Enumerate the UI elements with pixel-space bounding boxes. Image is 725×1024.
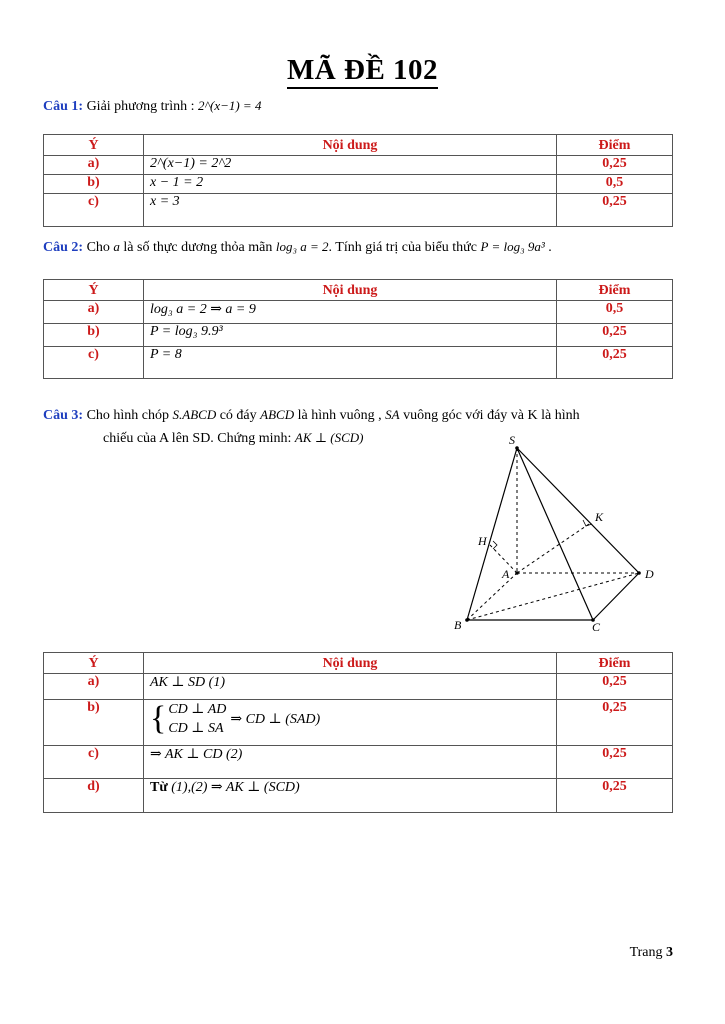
base-name: ABCD bbox=[260, 407, 295, 422]
question-1 bbox=[43, 95, 673, 118]
brace-icon: { bbox=[150, 700, 167, 737]
table-row bbox=[44, 175, 673, 194]
system-line: CD ⊥ SA bbox=[168, 721, 224, 736]
implication: ⇒ CD ⊥ (SAD) bbox=[230, 711, 321, 727]
row-score: 0,25 bbox=[557, 674, 673, 700]
page-footer bbox=[630, 945, 673, 961]
table-row bbox=[44, 746, 673, 779]
row-content: ⇒ AK ⊥ CD (2) bbox=[144, 746, 557, 779]
variable: a bbox=[113, 239, 120, 254]
label-h: H bbox=[478, 534, 487, 548]
row-label: c) bbox=[44, 347, 144, 379]
table-row bbox=[44, 194, 673, 227]
system-line: CD ⊥ AD bbox=[168, 702, 227, 717]
label-d: D bbox=[645, 567, 654, 581]
row-content: x − 1 = 2 bbox=[144, 175, 557, 194]
row-label: a) bbox=[44, 156, 144, 175]
col-header: Điểm bbox=[557, 280, 673, 301]
equation: 2^(x−1) = 4 bbox=[198, 98, 262, 113]
row-label: b) bbox=[44, 700, 144, 746]
question-label: Câu 1: bbox=[43, 99, 84, 114]
col-header: Ý bbox=[44, 135, 144, 156]
question-text: là hình vuông , bbox=[294, 408, 386, 423]
question-2 bbox=[43, 236, 673, 259]
segment-ak bbox=[517, 524, 589, 573]
label-c: C bbox=[592, 620, 601, 634]
row-label: a) bbox=[44, 301, 144, 324]
table-header-row bbox=[44, 280, 673, 301]
table-row bbox=[44, 156, 673, 175]
point-b bbox=[465, 618, 469, 622]
col-header: Nội dung bbox=[144, 135, 557, 156]
label-k: K bbox=[595, 510, 604, 524]
row-score: 0,25 bbox=[557, 156, 673, 175]
claim: AK ⊥ (SCD) bbox=[294, 430, 364, 445]
row-content bbox=[144, 700, 557, 746]
question-text: vuông góc với đáy và K là hình bbox=[399, 408, 580, 423]
row-label: d) bbox=[44, 779, 144, 813]
col-header: Nội dung bbox=[144, 653, 557, 674]
row-content: x = 3 bbox=[144, 194, 557, 227]
page-number: 3 bbox=[666, 945, 673, 960]
row-score: 0,5 bbox=[557, 175, 673, 194]
question-3 bbox=[43, 404, 673, 427]
expression: P = log₃ 9a³ bbox=[480, 239, 545, 254]
row-score: 0,25 bbox=[557, 779, 673, 813]
page-title: MÃ ĐỀ 102 bbox=[0, 54, 725, 87]
row-content: AK ⊥ SD (1) bbox=[144, 674, 557, 700]
footer-text: Trang bbox=[629, 945, 666, 960]
row-label: a) bbox=[44, 674, 144, 700]
row-formula: (1),(2) ⇒ AK ⊥ (SCD) bbox=[171, 780, 300, 795]
row-label: c) bbox=[44, 194, 144, 227]
col-header: Điểm bbox=[557, 653, 673, 674]
question-text: . bbox=[544, 240, 552, 255]
row-score: 0,25 bbox=[557, 194, 673, 227]
row-prefix: Từ bbox=[150, 780, 172, 795]
point-d bbox=[637, 571, 641, 575]
row-content: 2^(x−1) = 2^2 bbox=[144, 156, 557, 175]
row-content: P = log₃ 9.9³ bbox=[144, 324, 557, 347]
row-score: 0,25 bbox=[557, 324, 673, 347]
edge-name: SA bbox=[385, 407, 400, 422]
point-s bbox=[515, 446, 519, 450]
table-row bbox=[44, 301, 673, 324]
point-a bbox=[515, 571, 519, 575]
edge-sd bbox=[517, 448, 639, 573]
table-header-row bbox=[44, 135, 673, 156]
pyramid-figure bbox=[440, 430, 670, 635]
label-b: B bbox=[454, 618, 462, 632]
row-score: 0,25 bbox=[557, 347, 673, 379]
row-label: b) bbox=[44, 324, 144, 347]
question-label: Câu 2: bbox=[43, 240, 84, 255]
question-text: có đáy bbox=[216, 408, 261, 423]
row-label: b) bbox=[44, 175, 144, 194]
edge-cd bbox=[593, 573, 639, 620]
pyramid-name: S.ABCD bbox=[172, 407, 217, 422]
edge-sb bbox=[467, 448, 517, 620]
answer-table-2 bbox=[43, 279, 673, 379]
col-header: Nội dung bbox=[144, 280, 557, 301]
row-score: 0,5 bbox=[557, 301, 673, 324]
question-text: Giải phương trình : bbox=[83, 99, 198, 114]
condition: log₃ a = 2 bbox=[275, 239, 329, 254]
row-content: log₃ a = 2 ⇒ a = 9 bbox=[144, 301, 557, 324]
question-text: là số thực dương thỏa mãn bbox=[119, 240, 276, 255]
diagonal-bd bbox=[467, 573, 639, 620]
table-header-row bbox=[44, 653, 673, 674]
table-row bbox=[44, 324, 673, 347]
label-s: S bbox=[509, 433, 515, 447]
edge-sc bbox=[517, 448, 593, 620]
table-row bbox=[44, 347, 673, 379]
table-row bbox=[44, 700, 673, 746]
label-a: A bbox=[502, 567, 510, 581]
question-text: Cho bbox=[83, 240, 114, 255]
col-header: Ý bbox=[44, 280, 144, 301]
question-text: . Tính giá trị của biểu thức bbox=[328, 240, 481, 255]
answer-table-3 bbox=[43, 652, 673, 813]
row-label: c) bbox=[44, 746, 144, 779]
answer-table-1 bbox=[43, 134, 673, 227]
table-row bbox=[44, 674, 673, 700]
table-row bbox=[44, 779, 673, 813]
question-text: chiếu của A lên SD. Chứng minh: bbox=[103, 431, 295, 446]
col-header: Điểm bbox=[557, 135, 673, 156]
question-text: Cho hình chóp bbox=[83, 408, 173, 423]
question-label: Câu 3: bbox=[43, 408, 84, 423]
row-content: P = 8 bbox=[144, 347, 557, 379]
row-score: 0,25 bbox=[557, 700, 673, 746]
row-content bbox=[144, 779, 557, 813]
row-score: 0,25 bbox=[557, 746, 673, 779]
col-header: Ý bbox=[44, 653, 144, 674]
right-angle-mark-h bbox=[493, 541, 497, 549]
